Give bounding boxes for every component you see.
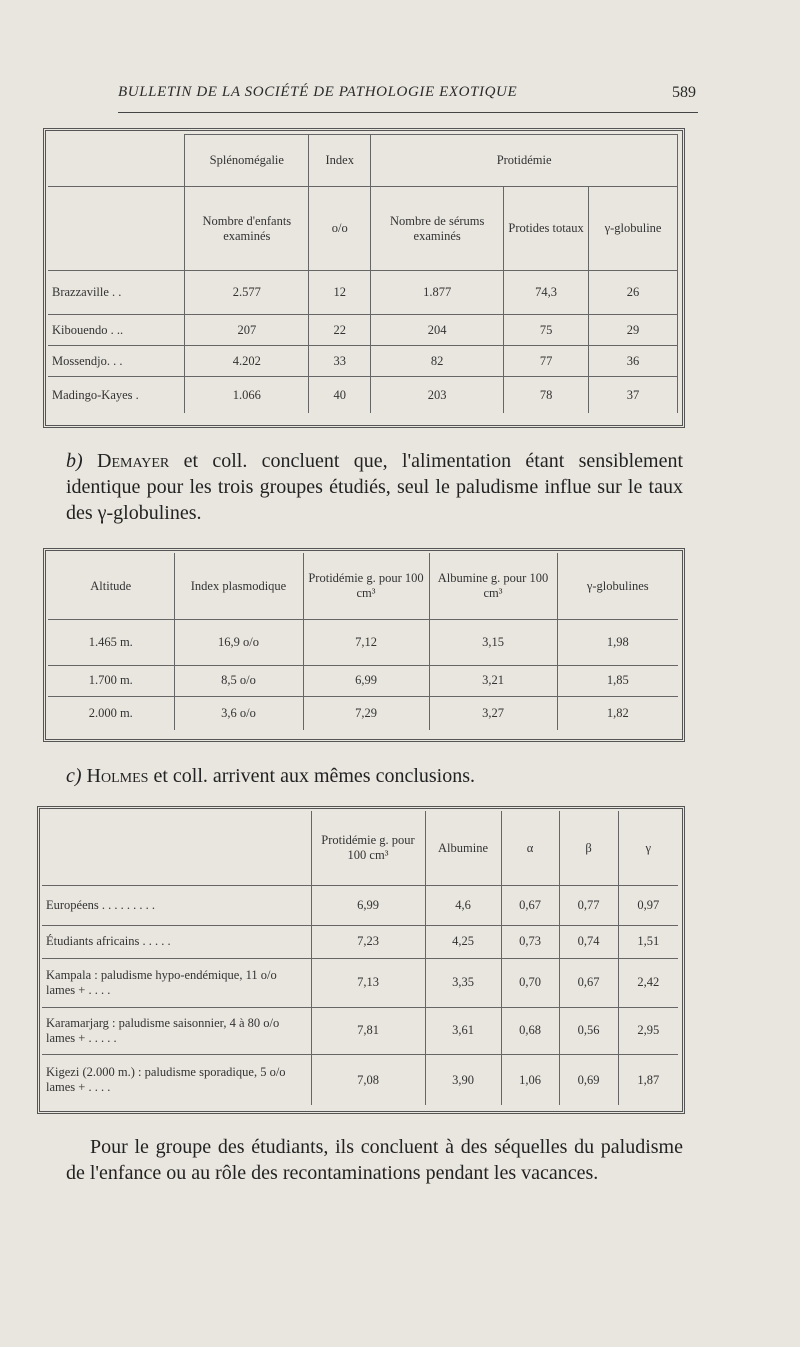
table2-index: 8,5 o/o: [174, 665, 303, 696]
table3-gamma: 1,51: [618, 925, 678, 958]
table1-header-protides: Protides totaux: [504, 187, 589, 271]
table3-albumine: 3,61: [425, 1007, 501, 1054]
table3-beta: 0,56: [559, 1007, 618, 1054]
table3-beta: 0,67: [559, 958, 618, 1007]
table-row: [42, 1007, 678, 1054]
table-row: [42, 885, 678, 925]
table1-header-pct: o/o: [309, 187, 371, 271]
table3-group: Kampala : paludisme hypo-endémique, 11 o/o lames + . . . .: [42, 958, 311, 1007]
table3-alpha: 0,67: [501, 885, 559, 925]
running-title: BULLETIN DE LA SOCIÉTÉ DE PATHOLOGIE EXOTIQUE: [118, 84, 518, 100]
table3-alpha: 0,70: [501, 958, 559, 1007]
table2-index: 16,9 o/o: [174, 619, 303, 665]
table2-header-albumine: Albumine g. pour 100 cm³: [429, 553, 557, 619]
table3-albumine: 3,90: [425, 1054, 501, 1105]
table3-beta: 0,74: [559, 925, 618, 958]
table3-albumine: 3,35: [425, 958, 501, 1007]
table1-place: Brazzaville . .: [48, 271, 185, 315]
author-demayer: Demayer: [97, 450, 170, 472]
table3-beta: 0,69: [559, 1054, 618, 1105]
paragraph-b: [66, 448, 683, 526]
table2-header-index: Index plasmodique: [174, 553, 303, 619]
table3-header-albumine: Albumine: [425, 811, 501, 885]
table1-place: Madingo-Kayes .: [48, 377, 185, 413]
table1-place: Mossendjo. . .: [48, 346, 185, 377]
table2-altitude: 1.700 m.: [48, 665, 174, 696]
table2-albumine: 3,27: [429, 696, 557, 730]
table3-protidemie: 6,99: [311, 885, 425, 925]
table1-protides: 74,3: [504, 271, 589, 315]
table1-header-splenomegalie: Splénomégalie: [185, 135, 309, 187]
table2-index: 3,6 o/o: [174, 696, 303, 730]
table3-gamma: 0,97: [618, 885, 678, 925]
table-row: [42, 1054, 678, 1105]
table3-header-protidemie: Protidémie g. pour 100 cm³: [311, 811, 425, 885]
paragraph-c: [66, 763, 683, 789]
table1-enfants: 2.577: [185, 271, 309, 315]
table3-group: Étudiants africains . . . . .: [42, 925, 311, 958]
author-holmes: Holmes: [86, 765, 149, 787]
table3-group: Européens . . . . . . . . .: [42, 885, 311, 925]
table-row: [48, 377, 678, 413]
paragraph-b-text: et coll. concluent que, l'alimentation étant sensiblement identique pour les trois groupes étudiés, seul le paludisme influe sur le taux des γ-globulines.: [66, 450, 684, 524]
table1-index: 40: [309, 377, 371, 413]
table-row: [48, 665, 678, 696]
paragraph-final: [66, 1134, 683, 1186]
table2-protidemie: 7,29: [303, 696, 429, 730]
table2-albumine: 3,15: [429, 619, 557, 665]
table1-index: 22: [309, 315, 371, 346]
table1-protides: 77: [504, 346, 589, 377]
table-row: [48, 696, 678, 730]
table3-alpha: 1,06: [501, 1054, 559, 1105]
table1-gamma: 26: [589, 271, 678, 315]
table1-header-protidemie: Protidémie: [371, 135, 678, 187]
table3-alpha: 0,68: [501, 1007, 559, 1054]
table3-albumine: 4,6: [425, 885, 501, 925]
table3-gamma: 2,42: [618, 958, 678, 1007]
table3-protidemie: 7,13: [311, 958, 425, 1007]
table2-protidemie: 7,12: [303, 619, 429, 665]
table-altitude: [48, 553, 678, 730]
table-row: [42, 958, 678, 1007]
table1-enfants: 4.202: [185, 346, 309, 377]
table1-place: Kibouendo . ..: [48, 315, 185, 346]
table1-serums: 82: [371, 346, 504, 377]
table3-header-gamma: γ: [618, 811, 678, 885]
header-rule: [118, 112, 698, 113]
table1-serums: 204: [371, 315, 504, 346]
table3-header-alpha: α: [501, 811, 559, 885]
paragraph-c-text: et coll. arrivent aux mêmes conclusions.: [153, 765, 476, 787]
table-row: [48, 271, 678, 315]
table3-gamma: 1,87: [618, 1054, 678, 1105]
table1-gamma: 37: [589, 377, 678, 413]
table3-group: Kigezi (2.000 m.) : paludisme sporadique, 5 o/o lames + . . . .: [42, 1054, 311, 1105]
table1-corner: [48, 135, 185, 187]
table3-corner: [42, 811, 311, 885]
table2-altitude: 1.465 m.: [48, 619, 174, 665]
table1-index: 33: [309, 346, 371, 377]
table3-protidemie: 7,08: [311, 1054, 425, 1105]
table2-gamma: 1,98: [557, 619, 678, 665]
table-row: [48, 619, 678, 665]
table1-protides: 78: [504, 377, 589, 413]
table3-group: Karamarjarg : paludisme saisonnier, 4 à 80 o/o lames + . . . . .: [42, 1007, 311, 1054]
table1-header-nombre-serums: Nombre de sérums examinés: [371, 187, 504, 271]
paragraph-final-text: Pour le groupe des étudiants, ils concluent à des séquelles du paludisme de l'enfance ou au rôle des recontaminations pendant les vacances.: [66, 1136, 683, 1184]
table-holmes: [42, 811, 678, 1105]
table-row: [48, 315, 678, 346]
table-splenomegalie: [48, 134, 678, 413]
table1-header-gamma: γ-globuline: [589, 187, 678, 271]
table1-header-index: Index: [309, 135, 371, 187]
table1-index: 12: [309, 271, 371, 315]
table1-header-nombre-enfants: Nombre d'enfants examinés: [185, 187, 309, 271]
table2-protidemie: 6,99: [303, 665, 429, 696]
table1-gamma: 29: [589, 315, 678, 346]
table-row: [42, 925, 678, 958]
table1-serums: 1.877: [371, 271, 504, 315]
table3-alpha: 0,73: [501, 925, 559, 958]
table3-gamma: 2,95: [618, 1007, 678, 1054]
table-row: [48, 346, 678, 377]
table2-gamma: 1,85: [557, 665, 678, 696]
table1-serums: 203: [371, 377, 504, 413]
table1-gamma: 36: [589, 346, 678, 377]
table3-protidemie: 7,23: [311, 925, 425, 958]
table1-enfants: 1.066: [185, 377, 309, 413]
table1-enfants: 207: [185, 315, 309, 346]
table3-beta: 0,77: [559, 885, 618, 925]
page-number: 589: [672, 84, 696, 101]
running-header: [118, 84, 698, 108]
paragraph-c-label: c): [66, 765, 82, 787]
table3-albumine: 4,25: [425, 925, 501, 958]
table2-albumine: 3,21: [429, 665, 557, 696]
table2-altitude: 2.000 m.: [48, 696, 174, 730]
table3-protidemie: 7,81: [311, 1007, 425, 1054]
table3-header-beta: β: [559, 811, 618, 885]
table1-blank: [48, 187, 185, 271]
table2-gamma: 1,82: [557, 696, 678, 730]
table2-header-altitude: Altitude: [48, 553, 174, 619]
table1-protides: 75: [504, 315, 589, 346]
table2-header-protidemie: Protidémie g. pour 100 cm³: [303, 553, 429, 619]
table2-header-gamma: γ-globulines: [557, 553, 678, 619]
paragraph-b-label: b): [66, 450, 83, 472]
